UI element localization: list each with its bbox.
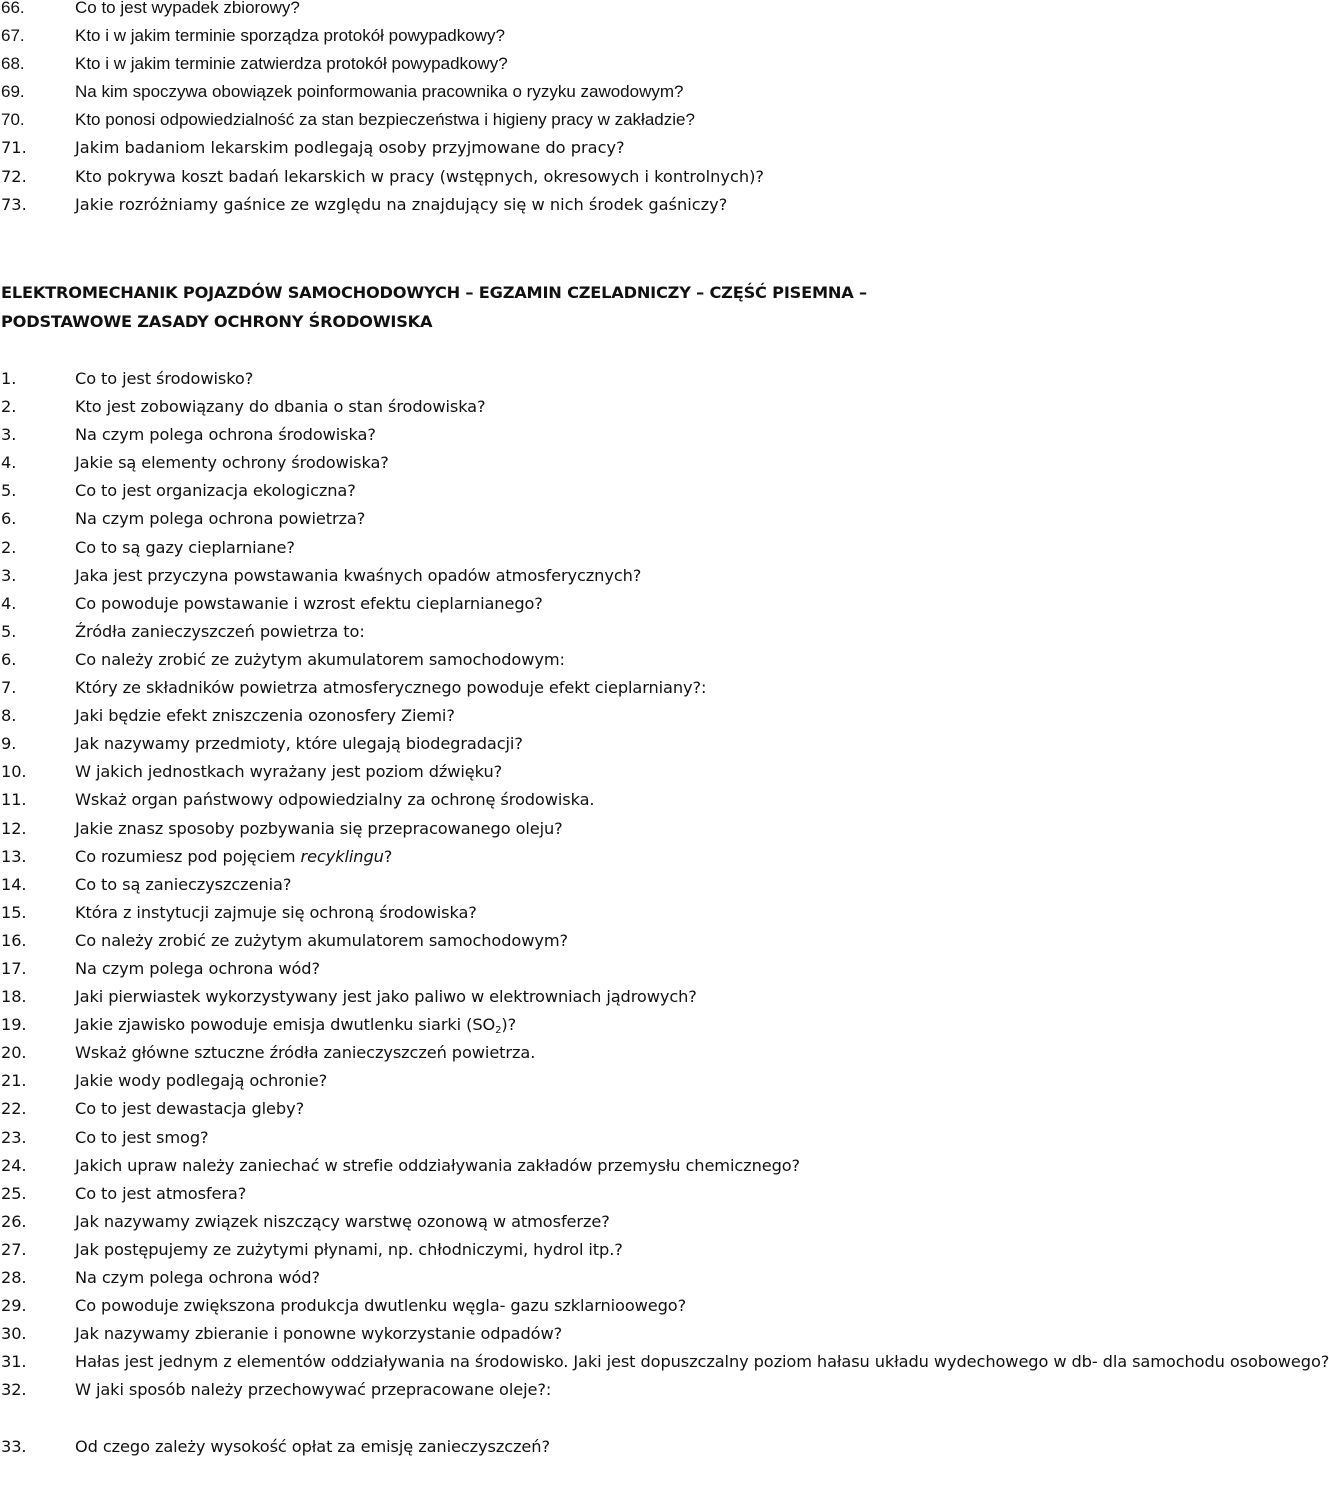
item-number: 66. xyxy=(1,0,25,17)
item-text: Jak nazywamy zbieranie i ponowne wykorzystanie odpadów? xyxy=(75,1324,563,1344)
list-item xyxy=(0,1236,960,1264)
item-text: Co powoduje zwiększona produkcja dwutlenku węgla- gazu szklarnioowego? xyxy=(75,1296,687,1316)
item-number: 71. xyxy=(1,138,27,158)
item-text: Na czym polega ochrona powietrza? xyxy=(75,509,366,529)
list-item xyxy=(0,163,960,191)
item-text: Jaka jest przyczyna powstawania kwaśnych opadów atmosferycznych? xyxy=(75,565,642,585)
item-number: 9. xyxy=(1,734,17,754)
item-number: 22. xyxy=(1,1099,27,1119)
item-text-part: Co rozumiesz pod pojęciem xyxy=(75,846,301,866)
item-text: Kto i w jakim terminie sporządza protokół powypadkowy? xyxy=(75,26,505,46)
item-text xyxy=(75,843,960,871)
item-text: Na czym polega ochrona środowiska? xyxy=(75,425,376,445)
list-item xyxy=(0,955,960,983)
list-item xyxy=(0,730,960,758)
item-number: 73. xyxy=(1,194,27,214)
item-text: W jakich jednostkach wyrażany jest poziom dźwięku? xyxy=(75,762,503,782)
item-text-emphasis: recyklingu xyxy=(300,846,384,866)
list-item xyxy=(0,758,960,786)
item-number: 31. xyxy=(1,1352,27,1372)
list-item xyxy=(0,1264,960,1292)
item-text: Co należy zrobić ze zużytym akumulatorem samochodowym: xyxy=(75,649,565,669)
item-text: Co to jest wypadek zbiorowy? xyxy=(75,0,300,17)
list-item xyxy=(0,1348,1329,1376)
list-item xyxy=(0,1152,960,1180)
item-number: 69. xyxy=(1,82,25,102)
list-item xyxy=(0,899,960,927)
item-number: 70. xyxy=(1,110,25,130)
environment-question-list xyxy=(0,365,1329,1489)
item-text: Co należy zrobić ze zużytym akumulatorem samochodowym? xyxy=(75,930,568,950)
item-text: Który ze składników powietrza atmosferycznego powoduje efekt cieplarniany?: xyxy=(75,678,707,698)
item-text: Hałas jest jednym z elementów oddziaływania na środowisko. Jaki jest dopuszczalny poziom hałasu układu wydechowego w db- dla samochodu osobowego? xyxy=(75,1352,1329,1372)
item-text: Co to jest dewastacja gleby? xyxy=(75,1099,305,1119)
item-number: 20. xyxy=(1,1043,27,1063)
item-number: 32. xyxy=(1,1380,27,1400)
list-item xyxy=(0,1461,960,1489)
item-number: 3. xyxy=(1,565,17,585)
item-number: 7. xyxy=(1,678,17,698)
list-item xyxy=(0,134,960,162)
list-item xyxy=(0,78,960,106)
item-text-subscript: 2 xyxy=(495,1025,502,1037)
item-text: Wskaż główne sztuczne źródła zanieczyszczeń powietrza. xyxy=(75,1043,536,1063)
item-number: 8. xyxy=(1,706,17,726)
item-number: 28. xyxy=(1,1268,27,1287)
list-item xyxy=(0,815,960,843)
item-text: Jakie są elementy ochrony środowiska? xyxy=(75,453,389,473)
item-text: Jakie znasz sposoby pozbywania się przepracowanego oleju? xyxy=(75,818,563,838)
item-number: 13. xyxy=(1,846,27,866)
item-text: Jaki będzie efekt zniszczenia ozonosfery Ziemi? xyxy=(75,706,455,726)
item-text: Jak nazywamy przedmioty, które ulegają biodegradacji? xyxy=(75,734,523,754)
list-item xyxy=(0,562,960,590)
item-text: Jakie rozróżniamy gaśnice ze względu na znajdujący się w nich środek gaśniczy? xyxy=(75,194,728,214)
item-number: 4. xyxy=(1,453,17,473)
item-number: 3. xyxy=(1,425,17,445)
list-item xyxy=(0,22,960,50)
item-text: Która z instytucji zajmuje się ochroną środowiska? xyxy=(75,902,477,922)
item-number: 27. xyxy=(1,1239,27,1259)
bhp-question-list xyxy=(0,0,960,219)
list-item xyxy=(0,1208,960,1236)
list-item xyxy=(0,786,960,814)
item-number: 17. xyxy=(1,958,27,978)
list-item xyxy=(0,191,960,219)
item-number: 14. xyxy=(1,874,27,894)
item-number: 18. xyxy=(1,987,27,1007)
item-text: Na kim spoczywa obowiązek poinformowania pracownika o ryzyku zawodowym? xyxy=(75,82,684,102)
item-number: 26. xyxy=(1,1211,27,1231)
item-number: 24. xyxy=(1,1155,27,1175)
item-text: Co to jest atmosfera? xyxy=(75,1183,247,1203)
item-number: 1. xyxy=(1,369,17,388)
item-text: Co to jest smog? xyxy=(75,1127,209,1147)
item-text: Co to są zanieczyszczenia? xyxy=(75,874,292,894)
item-text: Jakim badaniom lekarskim podlegają osoby przyjmowane do pracy? xyxy=(75,138,625,158)
list-item xyxy=(0,50,960,78)
list-item xyxy=(0,477,960,505)
list-item xyxy=(0,1011,960,1039)
list-item xyxy=(0,1095,960,1123)
section-heading-line-2: PODSTAWOWE ZASADY OCHRONY ŚRODOWISKA xyxy=(1,312,433,331)
item-number: 5. xyxy=(1,481,17,501)
item-text: Jak nazywamy związek niszczący warstwę ozonową w atmosferze? xyxy=(75,1211,610,1231)
item-text: Co powoduje powstawanie i wzrost efektu cieplarnianego? xyxy=(75,593,543,613)
item-text-part: )? xyxy=(501,1015,517,1035)
item-text: Jakich upraw należy zaniechać w strefie oddziaływania zakładów przemysłu chemicznego? xyxy=(75,1155,801,1175)
item-number: 6. xyxy=(1,509,17,529)
item-text: Źródła zanieczyszczeń powietrza to: xyxy=(75,621,365,641)
list-item xyxy=(0,618,960,646)
list-item xyxy=(0,534,960,562)
item-number: 68. xyxy=(1,54,25,74)
item-text-part: ? xyxy=(383,846,393,866)
item-number: 10. xyxy=(1,762,27,782)
item-number: 12. xyxy=(1,818,27,838)
list-item xyxy=(0,590,960,618)
item-text: Co to jest organizacja ekologiczna? xyxy=(75,481,356,501)
list-item xyxy=(0,1433,960,1461)
item-text: W jaki sposób należy przechowywać przepracowane oleje?: xyxy=(75,1380,552,1400)
item-text: Kto jest zobowiązany do dbania o stan środowiska? xyxy=(75,397,486,417)
item-text: Co to jest środowisko? xyxy=(75,369,254,388)
item-number: 25. xyxy=(1,1183,27,1203)
item-number: 16. xyxy=(1,930,27,950)
item-number: 11. xyxy=(1,790,27,810)
list-item xyxy=(0,1124,960,1152)
item-number: 19. xyxy=(1,1015,27,1035)
list-item xyxy=(0,106,960,134)
item-text-part: Jakie zjawisko powoduje emisja dwutlenku siarki (SO xyxy=(75,1015,496,1035)
item-text xyxy=(75,1011,960,1039)
item-text: Na czym polega ochrona wód? xyxy=(75,1268,320,1287)
list-item xyxy=(0,421,960,449)
item-number: 67. xyxy=(1,26,25,46)
list-item xyxy=(0,1376,960,1432)
item-number: 2. xyxy=(1,537,17,557)
item-number: 23. xyxy=(1,1127,27,1147)
item-text: Wskaż organ państwowy odpowiedzialny za ochronę środowiska. xyxy=(75,790,595,810)
list-item xyxy=(0,1180,960,1208)
item-number: 30. xyxy=(1,1324,27,1344)
item-number: 4. xyxy=(1,593,17,613)
list-item xyxy=(0,1039,960,1067)
item-text: Kto pokrywa koszt badań lekarskich w pracy (wstępnych, okresowych i kontrolnych)? xyxy=(75,166,765,186)
item-number: 5. xyxy=(1,621,17,641)
list-item xyxy=(0,843,960,871)
item-text: Jakie wody podlegają ochronie? xyxy=(75,1071,328,1091)
list-item xyxy=(0,1067,960,1095)
item-text: Kto ponosi odpowiedzialność za stan bezpieczeństwa i higieny pracy w zakładzie? xyxy=(75,110,695,130)
list-item xyxy=(0,927,960,955)
list-item xyxy=(0,983,960,1011)
list-item xyxy=(0,505,960,533)
item-text: Na czym polega ochrona wód? xyxy=(75,958,320,978)
list-item xyxy=(0,1320,960,1348)
item-text: Jak postępujemy ze zużytymi płynami, np. chłodniczymi, hydrol itp.? xyxy=(75,1239,623,1259)
item-text: Jaki pierwiastek wykorzystywany jest jako paliwo w elektrowniach jądrowych? xyxy=(75,987,697,1007)
item-number: 33. xyxy=(1,1436,27,1456)
item-text: Od czego zależy wysokość opłat za emisję zanieczyszczeń? xyxy=(75,1436,550,1456)
section-heading-line-1: ELEKTROMECHANIK POJAZDÓW SAMOCHODOWYCH – EGZAMIN CZELADNICZY – CZĘŚĆ PISEMNA – xyxy=(1,283,867,302)
list-item xyxy=(0,1292,960,1320)
item-number: 29. xyxy=(1,1296,27,1316)
item-number: 72. xyxy=(1,166,27,186)
item-text: Co to są gazy cieplarniane? xyxy=(75,537,295,557)
list-item xyxy=(0,0,960,22)
list-item xyxy=(0,365,960,393)
item-number: 6. xyxy=(1,649,17,669)
list-item xyxy=(0,674,960,702)
item-number: 21. xyxy=(1,1071,27,1091)
section-heading xyxy=(0,278,959,336)
item-text: Kto i w jakim terminie zatwierdza protokół powypadkowy? xyxy=(75,54,508,74)
list-item xyxy=(0,449,960,477)
list-item xyxy=(0,393,960,421)
item-number: 15. xyxy=(1,902,27,922)
item-number: 2. xyxy=(1,397,17,417)
list-item xyxy=(0,702,960,730)
list-item xyxy=(0,646,960,674)
list-item xyxy=(0,871,960,899)
